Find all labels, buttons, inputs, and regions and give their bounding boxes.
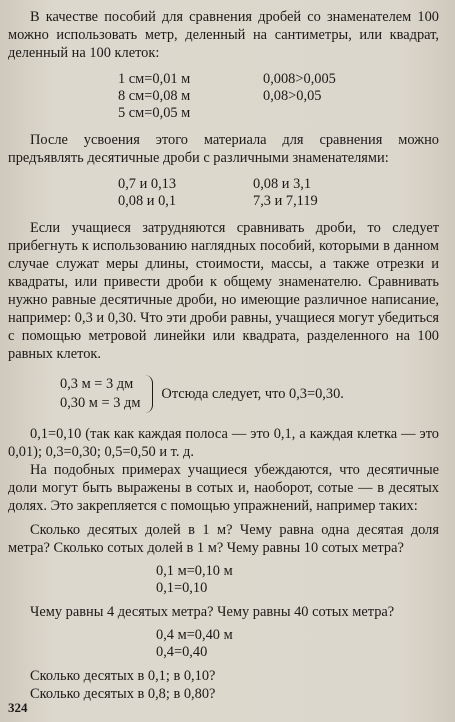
equation-block-2 — [156, 627, 439, 661]
table2-cell: 0,08 и 0,1 — [118, 193, 177, 209]
paragraph-visual-aids: Если учащиеся затрудняются сравнивать дроби, то следует прибегнуть к использованию наглядных пособий, которыми в данном случае служат меры длины, стоимости, массы, а также отрезки и квадраты, или привести дроби к общему знаменателю. Сравнивать нужно равные десятичные дроби, но имеющие различное написание, например: 0,3 и 0,30. Что эти дроби равны, учащиеся могут убедиться с помощью метровой линейки или квадрата, разделенного на 100 равных клеток. — [8, 220, 439, 362]
paragraph-different-denominators: После усвоения этого материала для сравнения можно предъявлять десятичные дроби с различными знаменателями: — [8, 132, 439, 166]
question-1: Сколько десятых долей в 1 м? Чему равна одна десятая доля метра? Сколько сотых долей в 1 м? Чему равны 10 сотых метра? — [8, 522, 439, 556]
table1-cell: 5 см=0,05 м — [118, 105, 191, 121]
brace-line: 0,3 м = 3 дм — [60, 376, 134, 392]
paragraph-equalities: 0,1=0,10 (так как каждая полоса — это 0,1, а каждая клетка — это 0,01); 0,3=0,30; 0,5=0,50 и т. д. — [8, 426, 439, 460]
comparison-table-2 — [118, 176, 439, 210]
table1-cell: 1 см=0,01 м — [118, 71, 191, 87]
comparison-table-1 — [118, 71, 439, 122]
brace-conclusion: Отсюда следует, что 0,3=0,30. — [161, 385, 344, 402]
brace-line: 0,30 м = 3 дм — [60, 395, 141, 411]
equation-line: 0,4 м=0,40 м — [156, 627, 233, 643]
brace-equation-block — [60, 375, 439, 413]
equation-line: 0,4=0,40 — [156, 644, 208, 660]
table1-cell — [263, 105, 403, 122]
question-2: Чему равны 4 десятых метра? Чему равны 40 сотых метра? — [30, 604, 395, 620]
right-brace — [142, 375, 153, 413]
page-number: 324 — [8, 700, 28, 715]
table1-cell: 8 см=0,08 м — [118, 88, 191, 104]
paragraph-examples: На подобных примерах учащиеся убеждаются, что десятичные доли могут быть выражены в сотых и, наоборот, сотые — в десятых долях. Это закрепляется с помощью упражнений, например таких: — [8, 462, 439, 514]
question-3: Сколько десятых в 0,1; в 0,10? — [30, 668, 216, 684]
equation-block-1 — [156, 563, 439, 597]
paragraph-intro: В качестве пособий для сравнения дробей со знаменателем 100 можно использовать метр, деленный на сантиметры, или квадрат, деленный на 100 клеток: — [8, 9, 439, 61]
equation-line: 0,1=0,10 — [156, 580, 208, 596]
table2-cell: 0,7 и 0,13 — [118, 176, 177, 192]
table2-cell: 0,08 и 3,1 — [253, 176, 312, 192]
question-4: Сколько десятых в 0,8; в 0,80? — [30, 686, 216, 702]
table1-cell: 0,008>0,005 — [263, 71, 336, 87]
brace-lines — [60, 375, 140, 413]
table2-cell: 7,3 и 7,119 — [253, 193, 318, 209]
equation-line: 0,1 м=0,10 м — [156, 563, 233, 579]
table1-cell: 0,08>0,05 — [263, 88, 322, 104]
